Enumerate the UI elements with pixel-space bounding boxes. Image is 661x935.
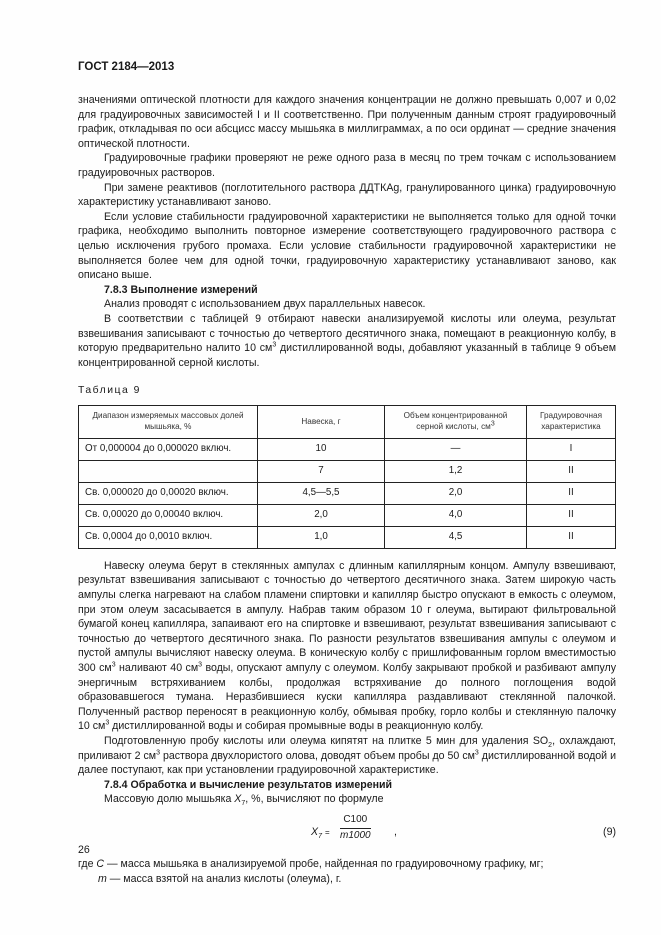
table-header: Диапазон измеряемых массовых долей мышьяка, %: [79, 405, 258, 438]
formula-number: (9): [603, 825, 616, 838]
section-heading: 7.8.3 Выполнение измерений: [104, 283, 258, 296]
section-heading: 7.8.4 Обработка и вычисление результатов измерений: [104, 778, 393, 791]
table-row: [79, 438, 616, 460]
paragraph: Анализ проводят с использованием двух параллельных навесок.: [104, 298, 426, 311]
paragraph: Подготовленную пробу кислоты или олеума кипятят на плитке 5 мин для удаления $SO_2$, охлаждают, приливают 2 $см^3$ раствора двухлористого олова, доводят объем пробы до 50 $см^3$ дистиллированной водой и далее поступают, как при установлении градуировочной характеристике.: [78, 735, 617, 777]
where-line: m — масса взятой на анализ кислоты (олеума), г.: [98, 872, 342, 885]
table-header: Навеска, г: [258, 405, 385, 438]
paragraph: В соответствии с таблицей 9 отбирают навески анализируемой кислоты или олеума, результат взвешивания записывают с точностью до четвертого десятичного знака, помещают в реакционную колбу, в которую предварительно налито 10 $см^3$ дистиллированной воды, добавляют указанный в таблице 9 объем концентрированной серной кислоты.: [78, 312, 616, 369]
table-cell: Св. 0,0004 до 0,0010 включ.: [79, 526, 258, 548]
paragraph: значениями оптической плотности для каждого значения концентрации не должно превышать 0,007 и 0,02 для градуировочных зависимостей I и II соответственно. При полученным данным строят градуировочный график, откладывая по оси абсцисс массу мышьяка в миллиграммах, а по оси ординат — средние значения оптической плотности.: [78, 94, 616, 150]
paragraph: Если условие стабильности градуировочной характеристики не выполняется только для одной точки графика, необходимо выполнить повторное измерение соответствующего градуировочного раствора с целью исключения грубого промаха. Если условие стабильности градуировочной характеристики не выполняется более чем для одной точки, градуировочную характеристику устанавливают заново, как описано выше.: [78, 210, 616, 282]
table-cell: I: [527, 438, 616, 460]
page-number: 26: [78, 844, 90, 856]
table-cell: От 0,000004 до 0,000020 включ.: [79, 438, 258, 460]
paragraph: Навеску олеума берут в стеклянных ампулах с длинным капиллярным концом. Ампулу взвешивают, результат взвешивания записывают с точностью до четвертого десятичного знака. Затем широкую часть ампулы слегка нагревают на слабом пламени спиртовки и капилляр быстро опускают в емкость с олеумом, при этом олеум засасывается в ампулу. Набрав таким образом 10 г олеума, вытирают фильтровальной бумагой конец капилляра, запаивают его на спиртовке и взвешивают, результат взвешивания записывают с точностью до четвертого десятичного знака. По разности результатов взвешивания ампулы с олеумом и пустой ампулы вычисляют навеску олеума. В коническую колбу с пришлифованным горлом вместимостью 300 $см^3$ наливают 40 $см^3$ воды, опускают ампулу с олеумом. Колбу закрывают пробкой и разбивают ампулу энергичным встряхиванием колбы, продолжая встряхивание до полного поглощения водой образовавшегося тумана. Неразбившиеся куски капилляра раздавливают стеклянной палочкой. Полученный раствор переносят в реакционную колбу, обмывая пробку, горло колбы и стеклянную палочку 10 $см^3$ дистиллированной воды и собирая промывные воды в реакционную колбу.: [78, 559, 617, 733]
table-cell: 2,0: [385, 482, 527, 504]
document-header: ГОСТ 2184—2013: [78, 61, 175, 73]
formula: $X_7$ = $\frac{C100}{m1000}$ , (9): [78, 813, 616, 851]
table-cell: 1,2: [385, 460, 527, 482]
where-line: где C — масса мышьяка в анализируемой пробе, найденная по градуировочному графику, мг;: [78, 857, 544, 870]
table-label: Таблица 9: [78, 385, 141, 397]
table-row: [79, 460, 616, 482]
table-header-row: [79, 405, 616, 438]
table-cell: 10: [258, 438, 385, 460]
table-row: [79, 526, 616, 548]
table-row: [79, 482, 616, 504]
table-cell: II: [527, 526, 616, 548]
table-cell: [79, 460, 258, 482]
table-cell: Св. 0,000020 до 0,00020 включ.: [79, 482, 258, 504]
table-header: Объем концентрированной серной кислоты, $см^3$: [385, 405, 527, 438]
table-cell: Св. 0,00020 до 0,00040 включ.: [79, 504, 258, 526]
table-cell: II: [527, 482, 616, 504]
table-cell: —: [385, 438, 527, 460]
table-cell: 4,0: [385, 504, 527, 526]
table-cell: 7: [258, 460, 385, 482]
table-header: Градуировочная характеристика: [527, 405, 616, 438]
paragraph: При замене реактивов (поглотительного раствора ДДТКAg, гранулированного цинка) градуировочную характеристику устанавливают заново.: [78, 181, 616, 209]
table-row: [79, 504, 616, 526]
table-cell: II: [527, 504, 616, 526]
paragraph: Градуировочные графики проверяют не реже одного раза в месяц по трем точкам с использованием градуировочных растворов.: [78, 152, 616, 179]
page-content: [78, 93, 616, 886]
data-table: [78, 405, 616, 549]
paragraph: Массовую долю мышьяка $X_7$, %, вычисляют по формуле: [104, 793, 384, 808]
table-cell: 4,5: [385, 526, 527, 548]
table-cell: 4,5—5,5: [258, 482, 385, 504]
table-cell: II: [527, 460, 616, 482]
table-cell: 1,0: [258, 526, 385, 548]
formula-lhs: $X_7$ =: [311, 825, 330, 841]
table-cell: 2,0: [258, 504, 385, 526]
formula-fraction: $\frac{C100}{m1000}$: [340, 813, 371, 841]
